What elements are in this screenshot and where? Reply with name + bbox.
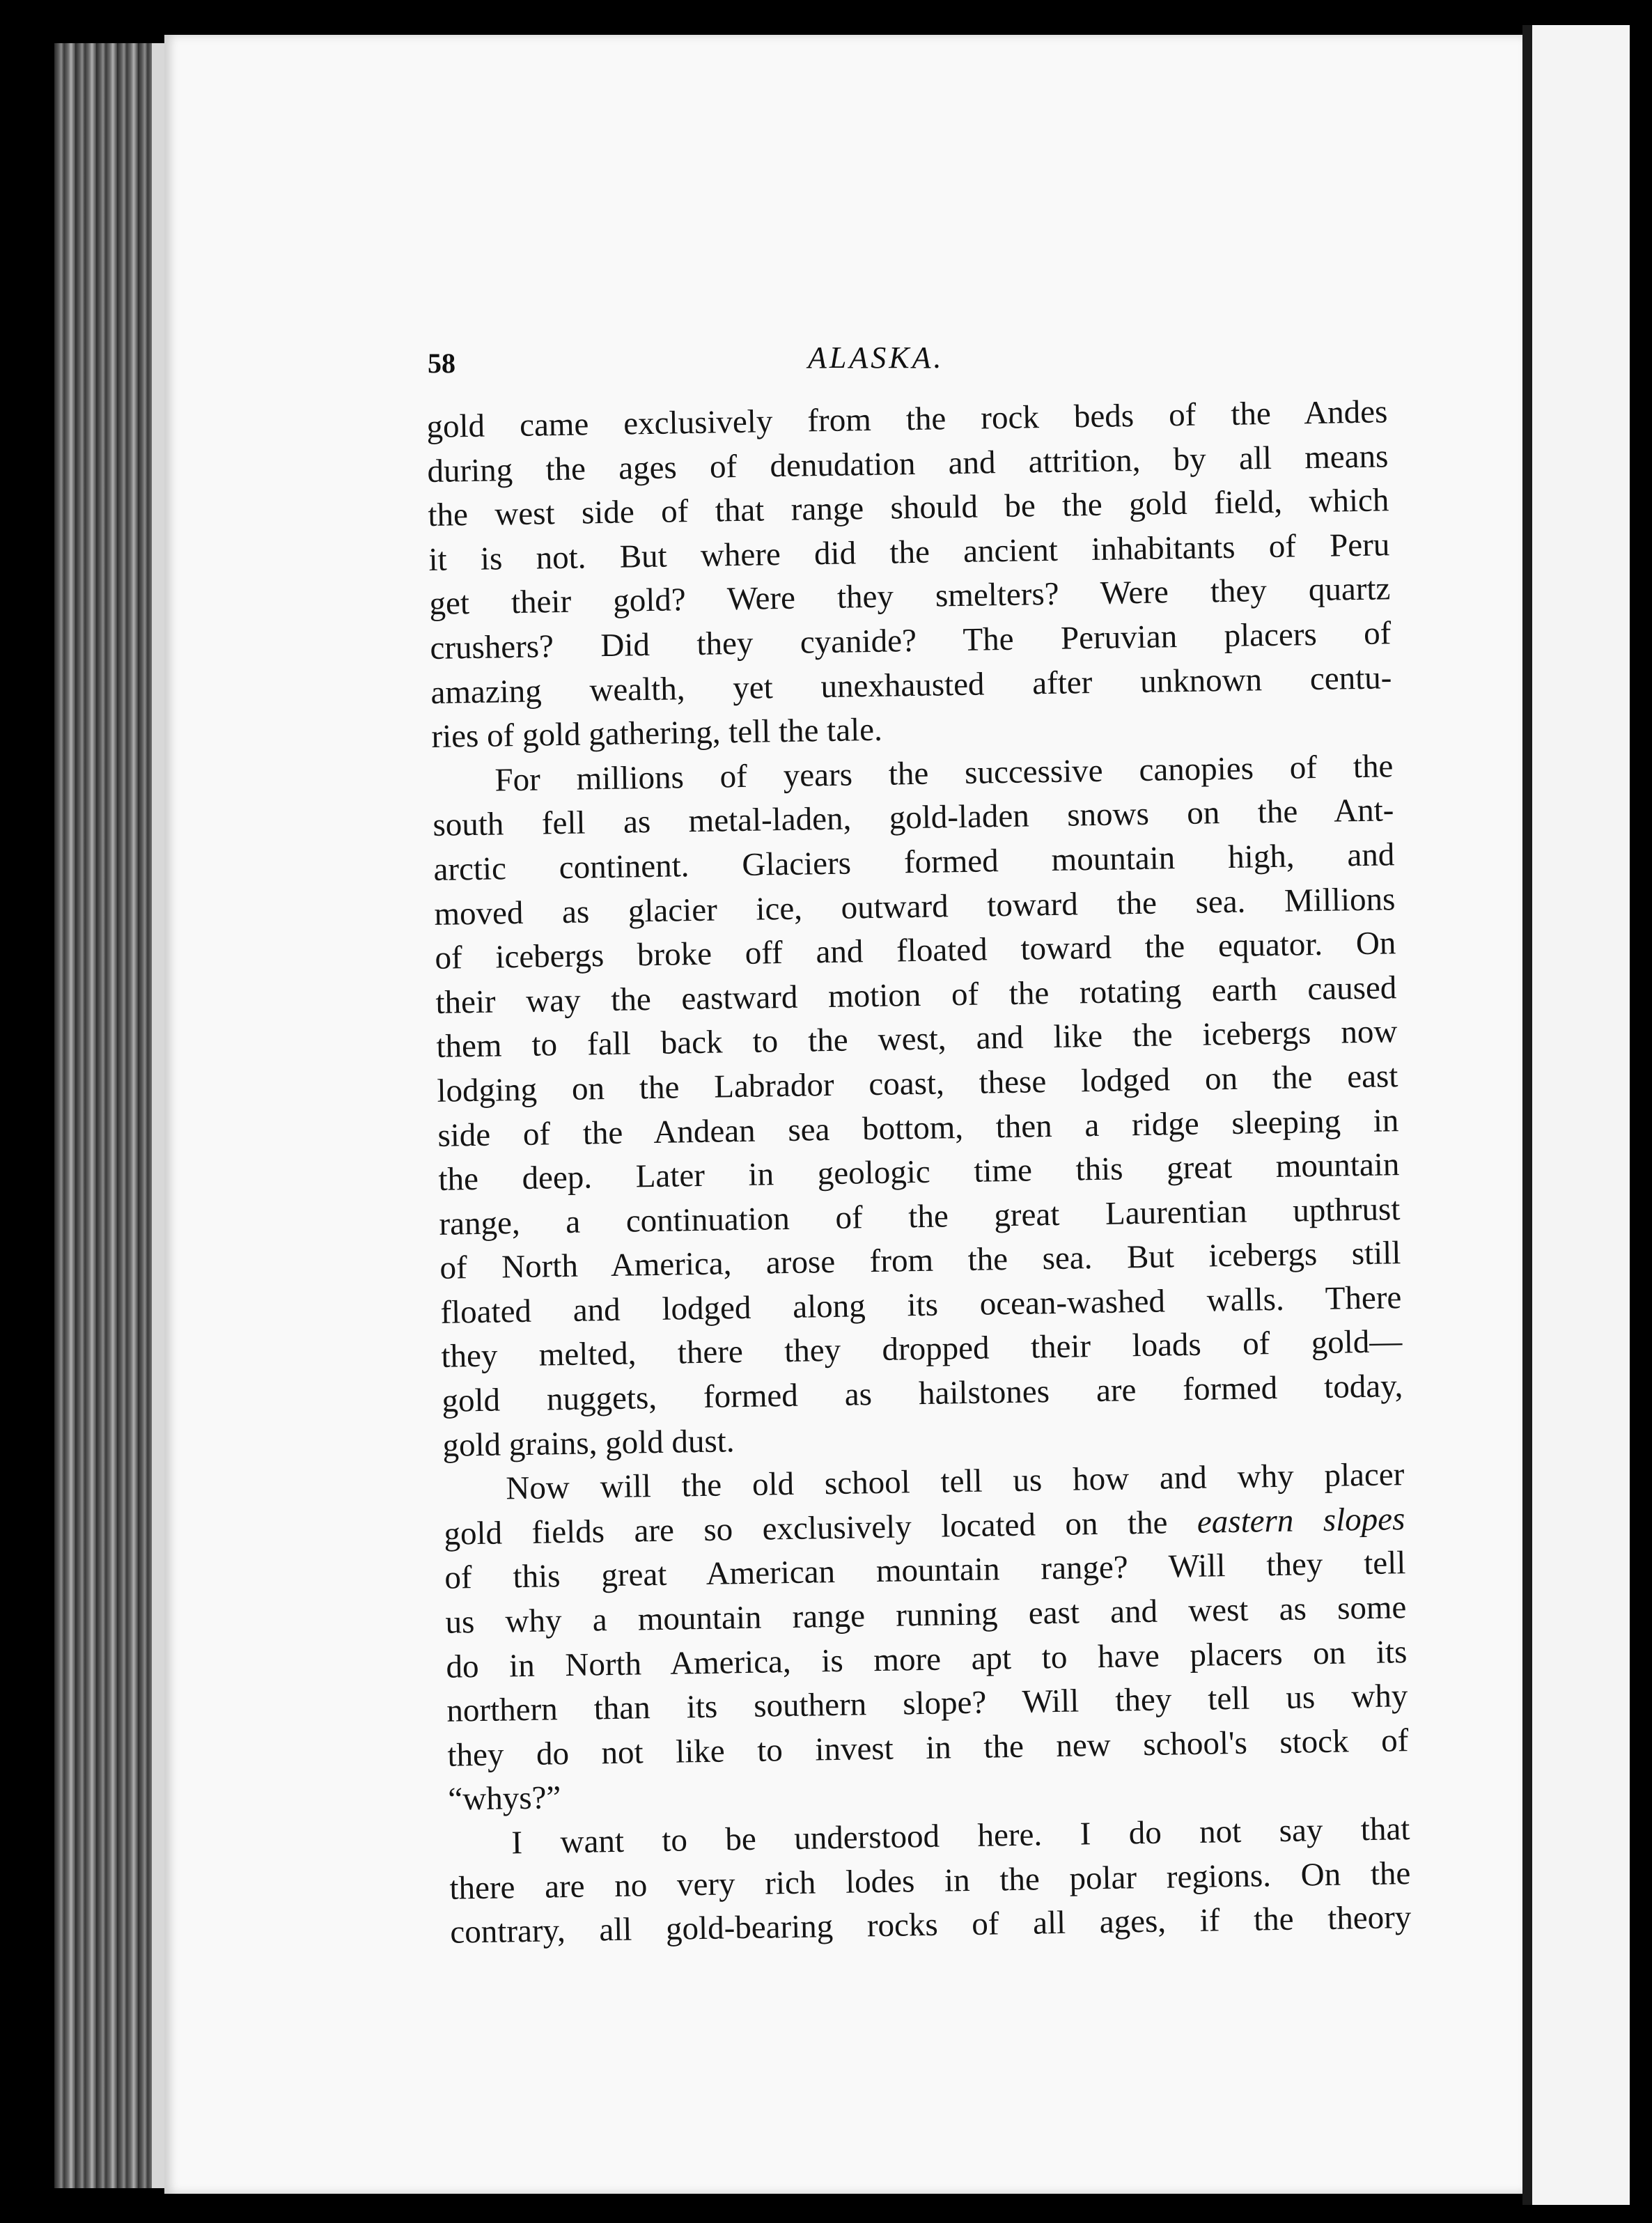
paragraph-3 bbox=[443, 1453, 1410, 1822]
text-line: get their gold? Were they smelters? Were they quartz bbox=[429, 570, 1391, 623]
text-line: Now will the old school tell us how and why placer bbox=[506, 1456, 1405, 1507]
text-line: of icebergs broke off and floated toward the equator. On bbox=[435, 925, 1396, 977]
emphasis-eastern-slopes: eastern slopes bbox=[1197, 1500, 1405, 1540]
page-number: 58 bbox=[428, 348, 455, 379]
text-line: the west side of that range should be the gold field, which bbox=[428, 482, 1389, 534]
text-line: the deep. Later in geologic time this great mountain bbox=[438, 1146, 1400, 1198]
text-line-start: gold fields are so exclusively located on the bbox=[444, 1504, 1168, 1552]
text-line: amazing wealth, yet unexhausted after unknown centu- bbox=[430, 659, 1392, 711]
text-line: do in North America, is more apt to have placers on its bbox=[446, 1633, 1408, 1685]
text-line: I want to be understood here. I do not say that bbox=[511, 1811, 1410, 1862]
gutter-shadow bbox=[1522, 25, 1532, 2205]
text-line: south fell as metal-laden, gold-laden snows on the Ant- bbox=[433, 792, 1394, 844]
text-line: gold came exclusively from the rock beds of the Andes bbox=[426, 393, 1388, 445]
text-line: of North America, arose from the sea. But icebergs still bbox=[439, 1235, 1401, 1287]
text-line: moved as glacier ice, outward toward the sea. Millions bbox=[434, 880, 1396, 933]
page-edges bbox=[54, 43, 164, 2188]
paragraph-1 bbox=[426, 390, 1393, 759]
text-line: there are no very rich lodes in the polar regions. On the bbox=[449, 1855, 1411, 1907]
text-line: range, a continuation of the great Laurentian upthrust bbox=[439, 1190, 1401, 1242]
text-line: arctic continent. Glaciers formed mountain high, and bbox=[433, 836, 1395, 888]
text-line: side of the Andean sea bottom, then a ridge sleeping in bbox=[437, 1102, 1399, 1154]
text-line: during the ages of denudation and attrition, by all means bbox=[427, 437, 1389, 490]
running-head bbox=[418, 340, 1393, 382]
text-line: them to fall back to the west, and like the icebergs now bbox=[436, 1013, 1398, 1066]
text-line: ries of gold gathering, tell the tale. bbox=[431, 711, 883, 756]
text-line: they melted, there they dropped their loads of gold— bbox=[441, 1323, 1403, 1375]
text-line: us why a mountain range running east and west as some bbox=[445, 1589, 1407, 1641]
text-line: they do not like to invest in the new school's stock of bbox=[447, 1722, 1409, 1774]
running-title: ALASKA. bbox=[808, 341, 944, 375]
text-line: of this great American mountain range? Will they tell bbox=[444, 1545, 1406, 1597]
text-line: For millions of years the successive canopies of the bbox=[494, 748, 1394, 799]
paragraph-2 bbox=[432, 744, 1404, 1468]
text-line: it is not. But where did the ancient inhabitants of Peru bbox=[428, 526, 1390, 578]
text-line: their way the eastward motion of the rotating earth caused bbox=[435, 969, 1397, 1021]
text-line: “whys?” bbox=[448, 1779, 561, 1818]
text-line: floated and lodged along its ocean-washed walls. There bbox=[440, 1279, 1402, 1331]
paragraph-4 bbox=[449, 1807, 1412, 1955]
text-line: crushers? Did they cyanide? The Peruvian placers of bbox=[430, 615, 1392, 666]
text-line: northern than its southern slope? Will they tell us why bbox=[446, 1678, 1408, 1729]
text-line: gold nuggets, formed as hailstones are formed today, bbox=[442, 1368, 1403, 1419]
text-line: lodging on the Labrador coast, these lodged on the east bbox=[437, 1058, 1398, 1109]
facing-page-edge bbox=[1532, 25, 1630, 2205]
text-line: gold grains, gold dust. bbox=[442, 1422, 735, 1464]
body-text bbox=[426, 390, 1412, 1955]
text-line: contrary, all gold-bearing rocks of all ages, if the theory bbox=[450, 1899, 1412, 1951]
